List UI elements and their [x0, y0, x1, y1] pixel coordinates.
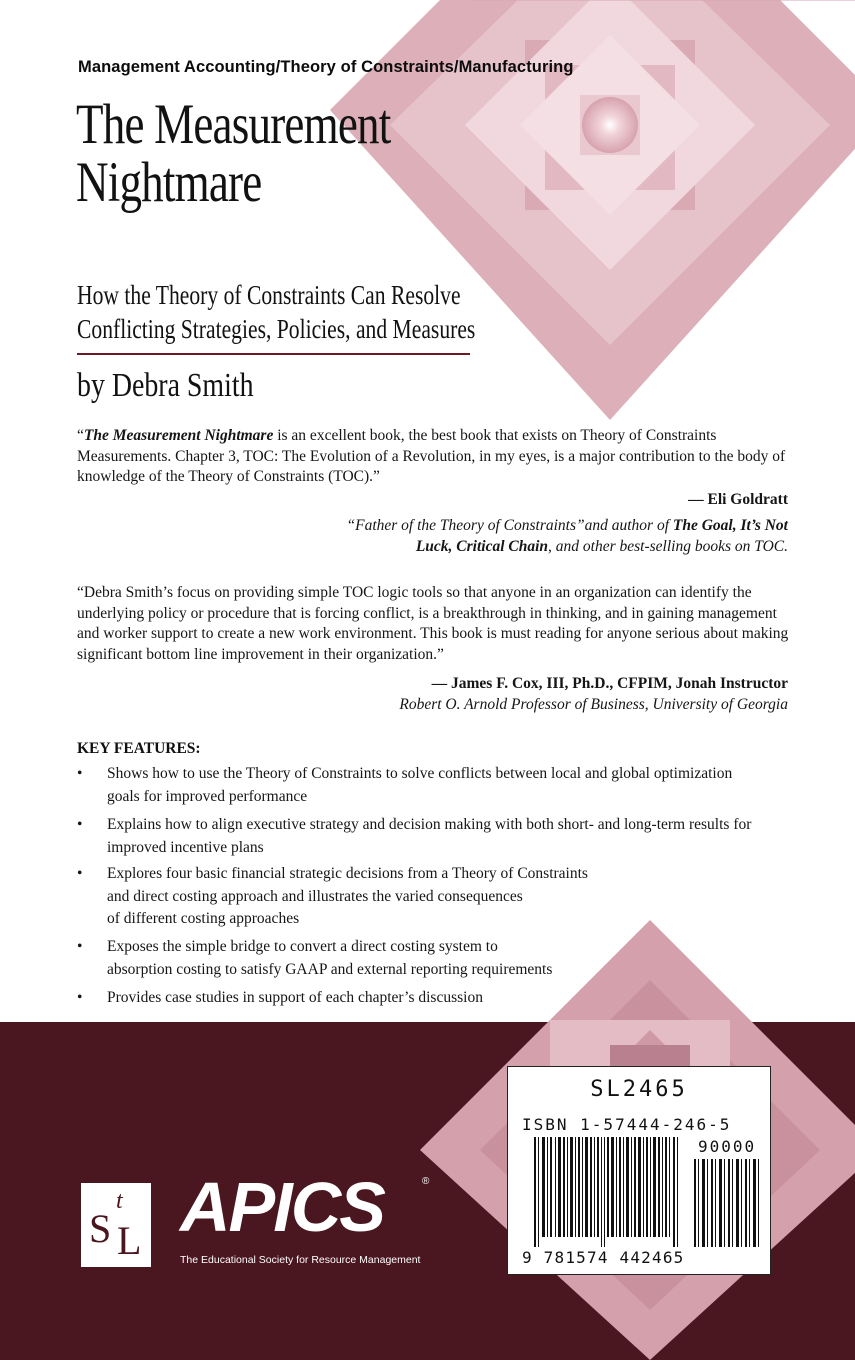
goldratt-role-tail: , and other best-selling books on TOC.	[548, 538, 788, 555]
stl-s: S	[89, 1206, 112, 1251]
apics-logo: APICS	[180, 1168, 384, 1246]
author-byline: by Debra Smith	[77, 367, 254, 404]
category-label: Management Accounting/Theory of Constraints/Manufacturing	[78, 58, 574, 76]
quote-goldratt	[77, 426, 792, 488]
stl-l: L	[117, 1218, 142, 1263]
feature-line: and direct costing approach and illustrates the varied consequences	[107, 887, 523, 905]
feature-line: goals for improved performance	[107, 787, 308, 805]
apics-registered-mark: ®	[422, 1176, 430, 1187]
feature-line: Explains how to align executive strategy and decision making with both short- and long-term results for	[107, 816, 752, 833]
bullet-glyph: •	[77, 816, 83, 833]
quote-goldratt-role-line2	[416, 537, 788, 558]
feature-line: Shows how to use the Theory of Constraints to solve conflicts between local and global optimization	[107, 765, 733, 782]
quote-cox-role: Robert O. Arnold Professor of Business, University of Georgia	[399, 696, 788, 713]
goldratt-books-2: Luck, Critical Chain	[415, 538, 549, 555]
subtitle-line-2: Conflicting Strategies, Policies, and Measures	[77, 314, 476, 344]
title-line-2: Nightmare	[76, 151, 262, 214]
feature-item	[77, 814, 797, 860]
feature-line: Provides case studies in support of each chapter’s discussion	[107, 989, 483, 1006]
feature-line: improved incentive plans	[107, 838, 264, 856]
price-code: 90000	[698, 1137, 757, 1156]
quote-cox: “Debra Smith’s focus on providing simple TOC logic tools so that anyone in an organization can identify the underlying policy or procedure that is forcing conflict, is a breakthrough in thinking, and in gaining management and worker support to create a new work environment. This book is must reading for anyone serious about making significant bottom line improvement in their organization.”	[77, 584, 789, 663]
stl-logo	[81, 1183, 151, 1267]
quote-goldratt-body: is an excellent book, the best book that exists on Theory of Constraints Measurements. Chapter 3, TOC: The Evolution of a Revolution, in my eyes, is a major contribution to the body of knowledge of the Theory of Constraints (TOC).”	[77, 427, 786, 485]
feature-line: Explores four basic financial strategic decisions from a Theory of Constraints	[107, 865, 588, 882]
feature-line: absorption costing to satisfy GAAP and external reporting requirements	[107, 960, 553, 978]
quote-cox-author: — James F. Cox, III, Ph.D., CFPIM, Jonah Instructor	[431, 675, 788, 692]
quote-open-mark: “	[77, 427, 84, 444]
bullet-glyph: •	[77, 765, 83, 782]
goldratt-role-text: “Father of the Theory of Constraints”and author of	[346, 517, 673, 534]
title-divider	[77, 353, 470, 355]
price-barcode-bars	[694, 1159, 760, 1247]
stl-t: t	[116, 1188, 123, 1214]
feature-item	[77, 763, 797, 809]
feature-line: of different costing approaches	[107, 910, 300, 927]
apics-tagline: The Educational Society for Resource Management	[180, 1254, 421, 1266]
book-title	[76, 93, 391, 214]
bullet-glyph: •	[77, 865, 83, 882]
quote-goldratt-role-line1	[347, 516, 789, 537]
bullet-glyph: •	[77, 989, 83, 1006]
quote-goldratt-author: — Eli Goldratt	[688, 491, 788, 508]
barcode-bars	[534, 1137, 684, 1247]
subtitle-line-1: How the Theory of Constraints Can Resolve	[77, 280, 461, 310]
key-features-heading: KEY FEATURES:	[77, 740, 201, 757]
quote-book-title: The Measurement Nightmare	[83, 427, 274, 444]
bullet-glyph: •	[77, 938, 83, 955]
sku-code: SL2465	[590, 1077, 688, 1102]
isbn-digits: 9 781574 442465	[522, 1248, 685, 1267]
title-line-1: The Measurement	[76, 93, 391, 156]
isbn-text: ISBN 1-57444-246-5	[522, 1115, 732, 1134]
book-subtitle	[77, 278, 475, 346]
barcode-label	[507, 1066, 771, 1275]
goldratt-books-1: The Goal, It’s Not	[672, 517, 788, 534]
feature-line: Exposes the simple bridge to convert a direct costing system to	[107, 938, 498, 955]
